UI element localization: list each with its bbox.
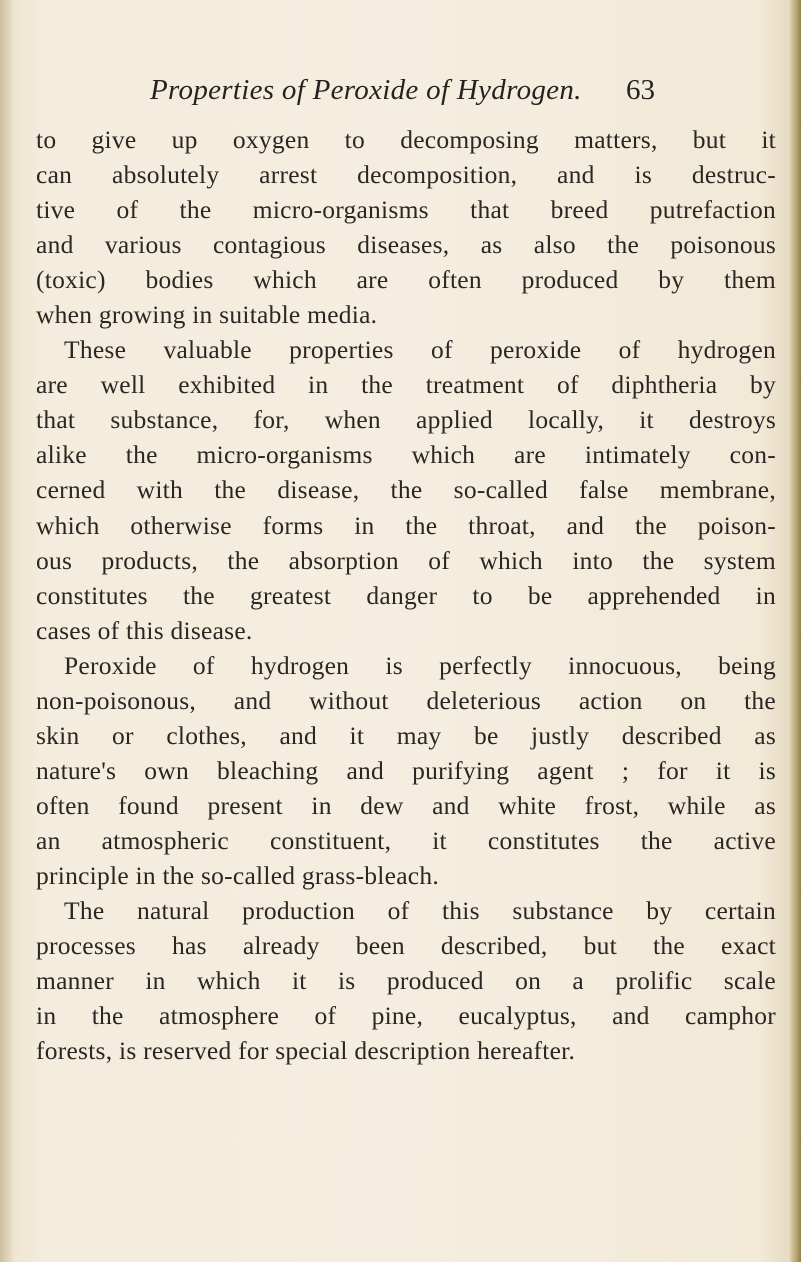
text-line: Peroxide of hydrogen is perfectly innocuous, being [64, 650, 776, 680]
text-line: manner in which it is produced on a prolific scale [36, 966, 776, 996]
page-edge [789, 0, 801, 1262]
text-line: nature's own bleaching and purifying agent ; for it is [36, 755, 776, 785]
text-line: which otherwise forms in the throat, and the poison- [36, 510, 776, 540]
text-line: an atmospheric constituent, it constitutes the active [36, 825, 776, 855]
text-line: that substance, for, when applied locally, it destroys [36, 405, 776, 435]
page-header [150, 74, 670, 114]
text-line: (toxic) bodies which are often produced by them [36, 265, 776, 295]
text-line: skin or clothes, and it may be justly described as [36, 720, 776, 750]
text-line: in the atmosphere of pine, eucalyptus, and camphor [36, 1001, 776, 1031]
page-gutter-shadow [0, 0, 14, 1262]
text-line: alike the micro-organisms which are intimately con- [36, 440, 776, 470]
text-line: processes has already been described, but the exact [36, 931, 776, 961]
text-line: constitutes the greatest danger to be apprehended in [36, 580, 776, 610]
text-line: ous products, the absorption of which into the system [36, 545, 776, 575]
text-line: principle in the so-called grass-bleach. [36, 860, 439, 890]
text-line: when growing in suitable media. [36, 300, 378, 330]
text-line: are well exhibited in the treatment of diphtheria by [36, 370, 776, 400]
text-line: cerned with the disease, the so-called false membrane, [36, 475, 776, 505]
text-line: The natural production of this substance by certain [64, 896, 776, 926]
text-line: These valuable properties of peroxide of hydrogen [64, 335, 776, 365]
text-line: cases of this disease. [36, 615, 253, 645]
text-line: and various contagious diseases, as also the poisonous [36, 230, 776, 260]
running-head: Properties of Peroxide of Hydrogen. [150, 74, 582, 106]
text-line: to give up oxygen to decomposing matters, but it [36, 125, 776, 154]
page-number: 63 [626, 74, 655, 106]
body-text [36, 122, 776, 1068]
text-line: often found present in dew and white frost, while as [36, 790, 776, 820]
text-line: tive of the micro-organisms that breed putrefaction [36, 195, 776, 225]
text-line: forests, is reserved for special description hereafter. [36, 1036, 576, 1066]
text-line: non-poisonous, and without deleterious action on the [36, 685, 776, 715]
text-line: can absolutely arrest decomposition, and is destruc- [36, 160, 776, 190]
